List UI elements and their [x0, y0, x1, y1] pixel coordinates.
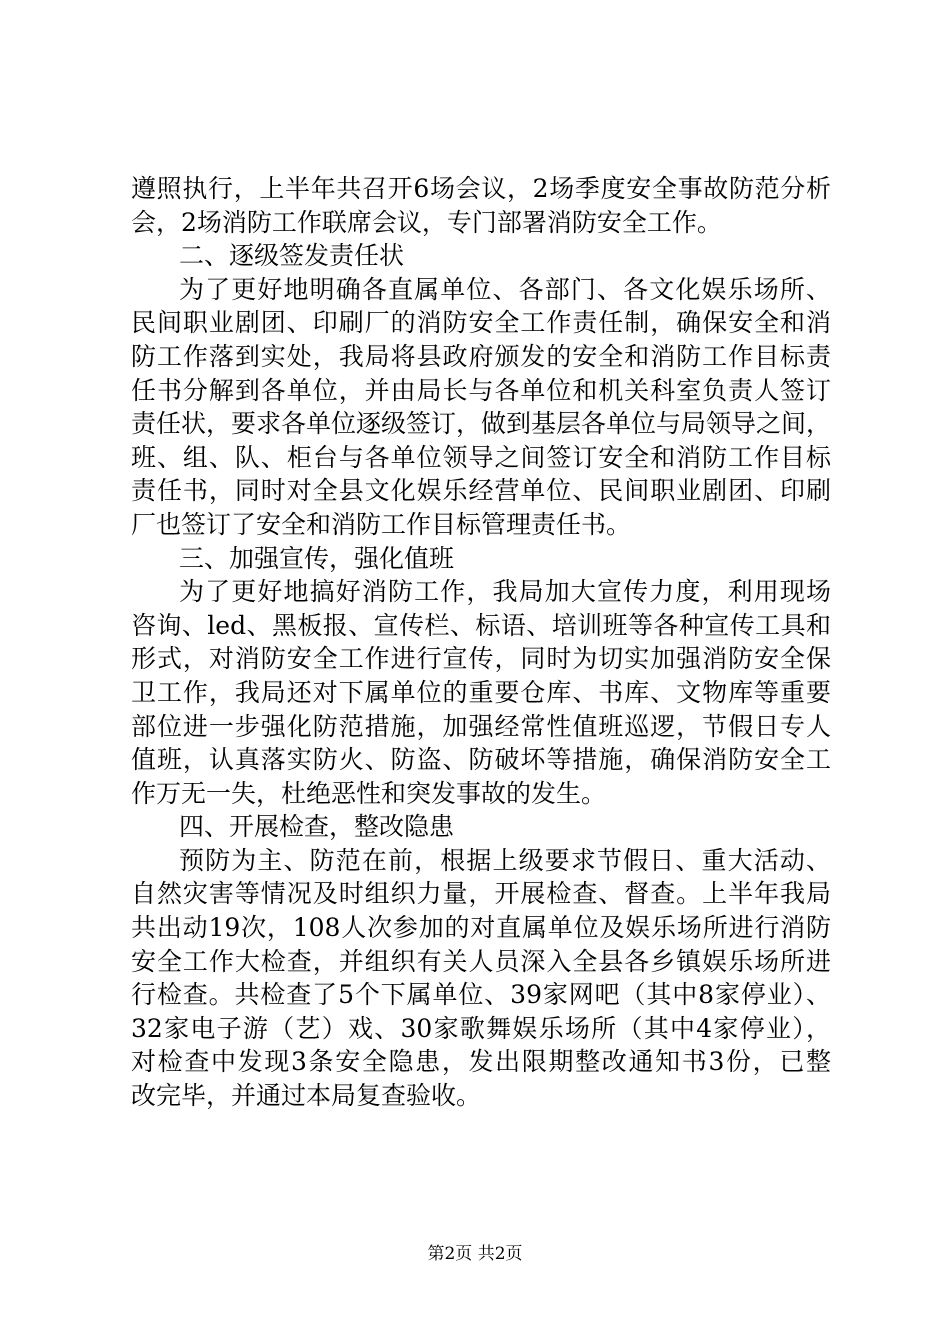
body-paragraph — [131, 575, 831, 810]
body-paragraph — [131, 172, 831, 239]
paragraph-line: 为了更好地明确各直属单位、各部门、各文化娱乐场所、 — [179, 274, 831, 304]
paragraph-line: 改完毕，并通过本局复查验收。 — [131, 1081, 482, 1111]
document-body — [131, 172, 831, 1113]
paragraph-line: 对检查中发现3条安全隐患，发出限期整改通知书3份，已整 — [131, 1047, 831, 1077]
paragraph-line: 厂也签订了安全和消防工作目标管理责任书。 — [131, 509, 632, 539]
body-paragraph — [131, 273, 831, 542]
paragraph-line: 行检查。共检查了5个下属单位、39家网吧（其中8家停业）、 — [131, 980, 831, 1010]
paragraph-line: 会，2场消防工作联席会议，专门部署消防安全工作。 — [131, 207, 722, 237]
paragraph-line: 自然灾害等情况及时组织力量，开展检查、督查。上半年我局 — [131, 879, 831, 909]
paragraph-line: 咨询、led、黑板报、宣传栏、标语、培训班等各种宣传工具和 — [131, 610, 831, 640]
paragraph-line: 任书分解到各单位，并由局长与各单位和机关科室负责人签订 — [131, 375, 831, 405]
paragraph-line: 部位进一步强化防范措施，加强经常性值班巡逻，节假日专人 — [131, 711, 831, 741]
paragraph-line: 责任书，同时对全县文化娱乐经营单位、民间职业剧团、印刷 — [131, 476, 831, 506]
paragraph-line: 民间职业剧团、印刷厂的消防安全工作责任制，确保安全和消 — [131, 308, 831, 338]
paragraph-line: 共出动19次，108人次参加的对直属单位及娱乐场所进行消防 — [131, 913, 831, 943]
paragraph-line: 防工作落到实处，我局将县政府颁发的安全和消防工作目标责 — [131, 341, 831, 371]
paragraph-line: 预防为主、防范在前，根据上级要求节假日、重大活动、 — [179, 845, 831, 875]
heading-text: 二、逐级签发责任状 — [179, 241, 405, 271]
paragraph-line: 责任状，要求各单位逐级签订，做到基层各单位与局领导之间， — [131, 409, 832, 439]
paragraph-line: 卫工作，我局还对下属单位的重要仓库、书库、文物库等重要 — [131, 677, 831, 707]
paragraph-line: 遵照执行，上半年共召开6场会议，2场季度安全事故防范分析 — [131, 174, 831, 203]
paragraph-line: 32家电子游（艺）戏、30家歌舞娱乐场所（其中4家停业）， — [131, 1013, 831, 1043]
section-heading — [131, 239, 831, 273]
paragraph-line: 为了更好地搞好消防工作，我局加大宣传力度，利用现场 — [179, 577, 831, 607]
paragraph-line: 班、组、队、柜台与各单位领导之间签订安全和消防工作目标 — [131, 442, 831, 472]
paragraph-line: 安全工作大检查，并组织有关人员深入全县各乡镇娱乐场所进 — [131, 946, 831, 976]
paragraph-line: 值班，认真落实防火、防盗、防破坏等措施，确保消防安全工 — [131, 745, 831, 775]
section-heading — [131, 810, 831, 844]
section-heading — [131, 542, 831, 576]
heading-text: 三、加强宣传，强化值班 — [179, 543, 455, 573]
body-paragraph — [131, 844, 831, 1113]
paragraph-line: 形式，对消防安全工作进行宣传，同时为切实加强消防安全保 — [131, 644, 831, 674]
paragraph-line: 作万无一失，杜绝恶性和突发事故的发生。 — [131, 778, 607, 808]
heading-text: 四、开展检查，整改隐患 — [179, 812, 455, 842]
page-footer: 第2页 共2页 — [427, 1244, 523, 1264]
